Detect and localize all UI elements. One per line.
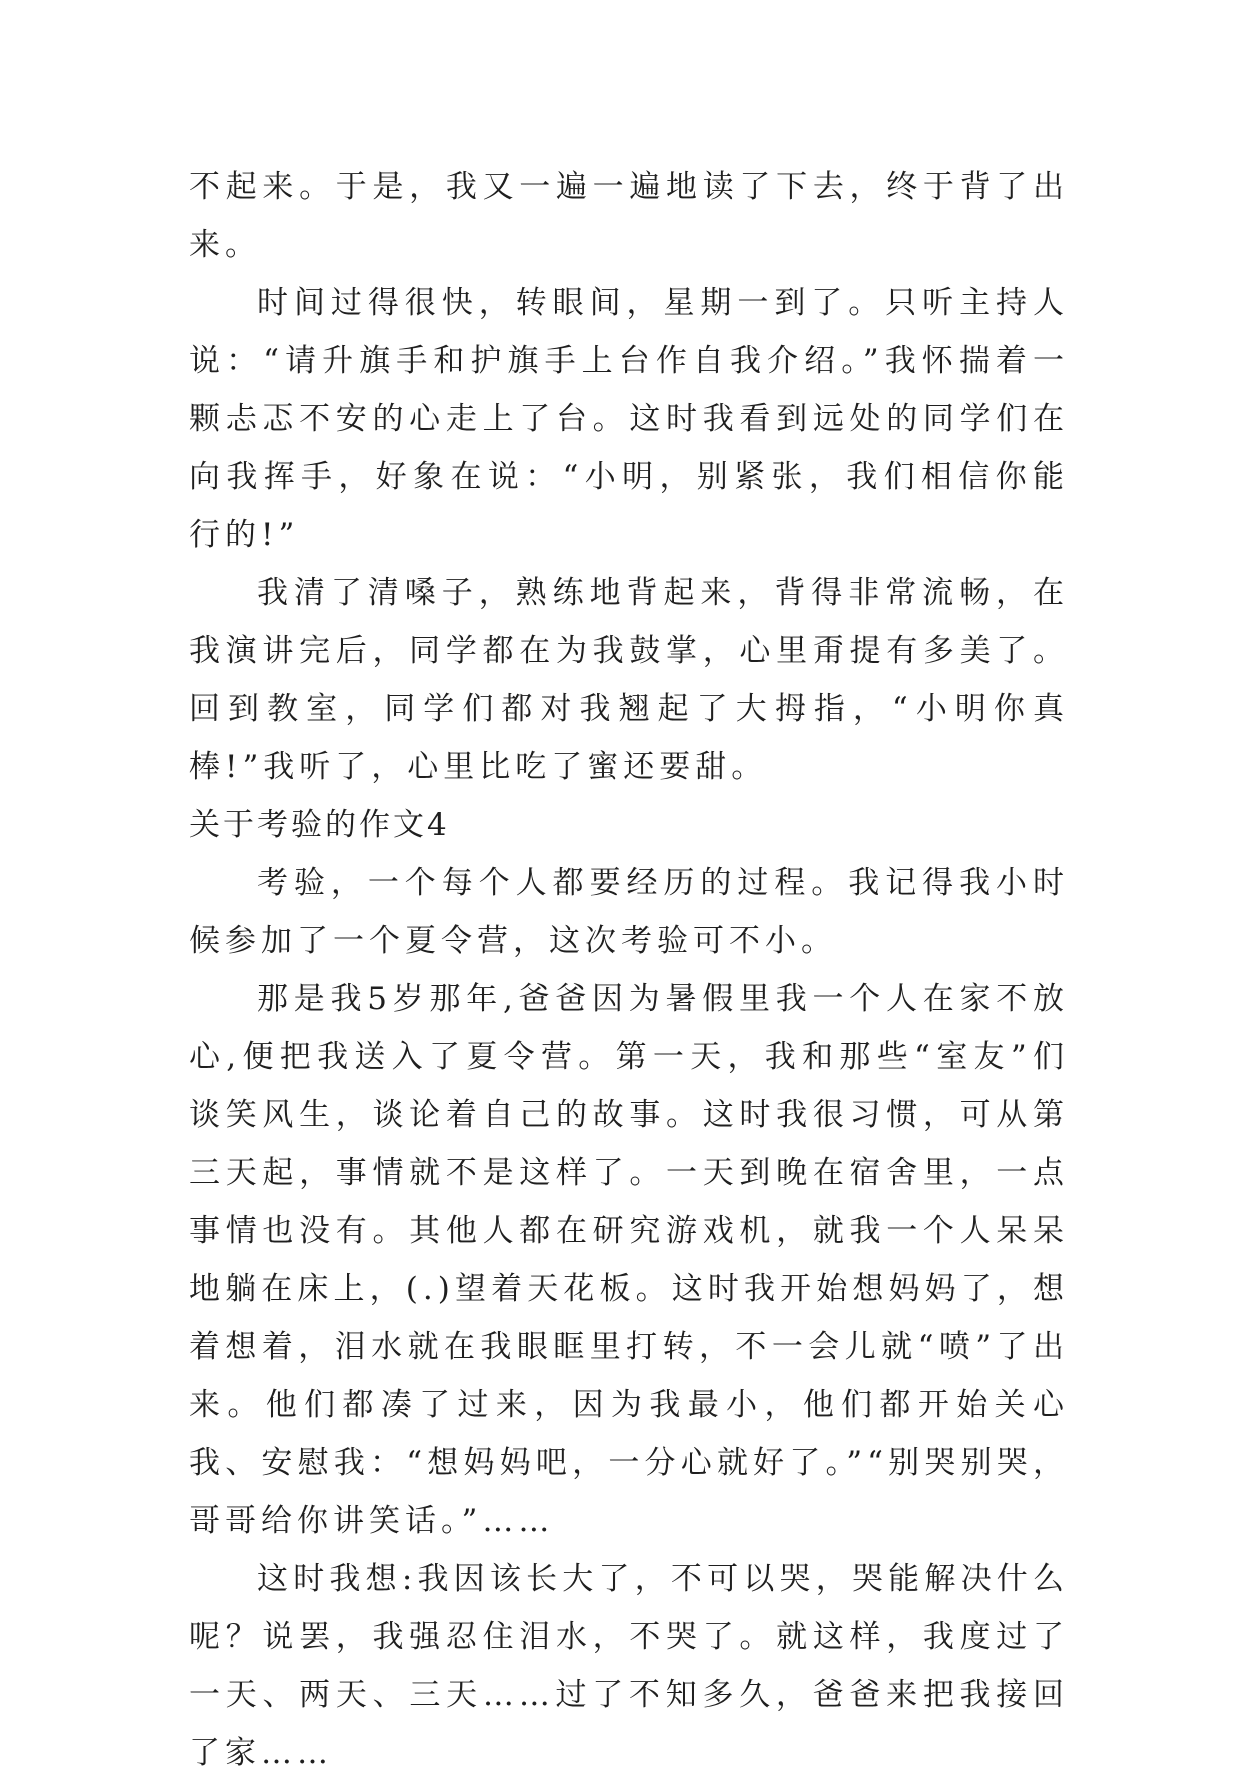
paragraph: 这时我想:我因该长大了，不可以哭，哭能解决什么呢？说罢，我强忍住泪水，不哭了。就这样，我度过了一天、两天、三天……过了不知多久，爸爸来把我接回了家…… xyxy=(189,1561,1069,1771)
paragraph: 我清了清嗓子，熟练地背起来，背得非常流畅，在我演讲完后，同学都在为我鼓掌，心里甭提有多美了。回到教室，同学们都对我翘起了大拇指，“小明你真棒!”我听了，心里比吃了蜜还要甜。 xyxy=(189,575,1069,785)
paragraph: 不起来。于是，我又一遍一遍地读了下去，终于背了出来。 xyxy=(189,169,1069,263)
document-body xyxy=(189,158,1069,1782)
section-heading: 关于考验的作文4 xyxy=(189,807,450,843)
paragraph: 考验，一个每个人都要经历的过程。我记得我小时候参加了一个夏令营，这次考验可不小。 xyxy=(189,865,1069,959)
paragraph: 那是我5岁那年,爸爸因为暑假里我一个人在家不放心,便把我送入了夏令营。第一天，我和那些“室友”们谈笑风生，谈论着自己的故事。这时我很习惯，可从第三天起，事情就不是这样了。一天到晚在宿舍里，一点事情也没有。其他人都在研究游戏机，就我一个人呆呆地躺在床上，(.)望着天花板。这时我开始想妈妈了，想着想着，泪水就在我眼眶里打转，不一会儿就“喷”了出来。他们都凑了过来，因为我最小，他们都开始关心我、安慰我：“想妈妈吧，一分心就好了。”“别哭别哭，哥哥给你讲笑话。”…… xyxy=(189,981,1069,1539)
paragraph: 时间过得很快，转眼间，星期一到了。只听主持人说：“请升旗手和护旗手上台作自我介绍。”我怀揣着一颗忐忑不安的心走上了台。这时我看到远处的同学们在向我挥手，好象在说：“小明，别紧张，我们相信你能行的!” xyxy=(189,285,1069,553)
